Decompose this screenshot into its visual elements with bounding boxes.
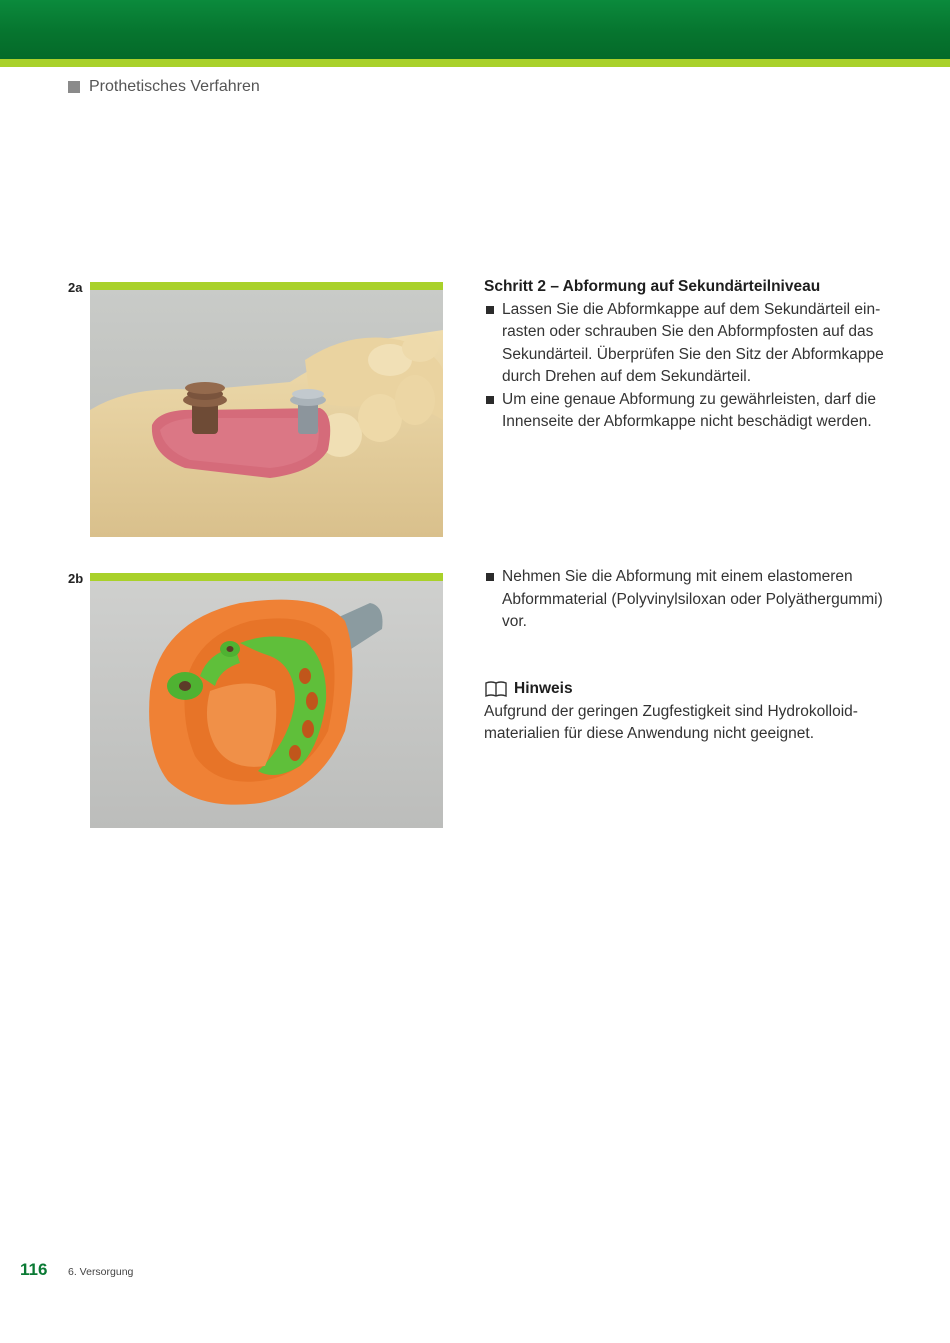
bullet-line: Abformmaterial (Polyvinylsiloxan oder Polyäthergummi) vor. bbox=[502, 590, 883, 630]
figure-bar-2b bbox=[90, 573, 443, 581]
list-item bbox=[484, 389, 884, 434]
note-line: materialien für diese Anwendung nicht geeignet. bbox=[484, 725, 815, 742]
bullet-line: Sekundärteil. Überprüfen Sie den Sitz der Abformkappe bbox=[502, 345, 884, 363]
note-title: Hinweis bbox=[514, 680, 573, 697]
header-band bbox=[0, 0, 950, 59]
step-text-block bbox=[484, 276, 884, 434]
figure-label-2b: 2b bbox=[68, 571, 84, 586]
step-bullet-list bbox=[484, 299, 884, 434]
photo-impression-tray-2b bbox=[90, 581, 443, 828]
step-2b-bullet-list bbox=[484, 566, 884, 634]
section-title-text: Prothetisches Verfahren bbox=[89, 78, 260, 95]
chapter-label: 6. Versorgung bbox=[68, 1266, 134, 1278]
bullet-square-icon bbox=[486, 396, 494, 404]
note-block bbox=[484, 678, 884, 746]
figure-label-2a: 2a bbox=[68, 280, 83, 295]
bullet-square-icon bbox=[486, 573, 494, 581]
note-header bbox=[484, 678, 884, 701]
step-2b-text-block bbox=[484, 566, 884, 634]
bullet-line: Innenseite der Abformkappe nicht beschädigt werden. bbox=[502, 413, 872, 430]
figure-bar-2a bbox=[90, 282, 443, 290]
bullet-square-icon bbox=[486, 306, 494, 314]
section-title bbox=[68, 78, 260, 96]
bullet-line: durch Drehen auf dem Sekundärteil. bbox=[502, 368, 752, 385]
bullet-line: Lassen Sie die Abformkappe auf dem Sekundärteil ein- bbox=[502, 300, 881, 318]
list-item bbox=[484, 299, 884, 389]
note-line: Aufgrund der geringen Zugfestigkeit sind Hydrokolloid- bbox=[484, 702, 858, 720]
book-icon bbox=[484, 680, 508, 698]
step-heading: Schritt 2 – Abformung auf Sekundärteilniveau bbox=[484, 278, 821, 295]
photo-dental-model-2a bbox=[90, 290, 443, 537]
bullet-line: Um eine genaue Abformung zu gewährleisten, darf die bbox=[502, 390, 876, 408]
bullet-line: Nehmen Sie die Abformung mit einem elastomeren bbox=[502, 568, 853, 585]
section-marker-icon bbox=[68, 81, 80, 93]
list-item bbox=[484, 566, 884, 634]
bullet-line: rasten oder schrauben Sie den Abformpfosten auf das bbox=[502, 323, 874, 340]
header-accent-stripe bbox=[0, 59, 950, 67]
page-number: 116 bbox=[20, 1260, 48, 1279]
